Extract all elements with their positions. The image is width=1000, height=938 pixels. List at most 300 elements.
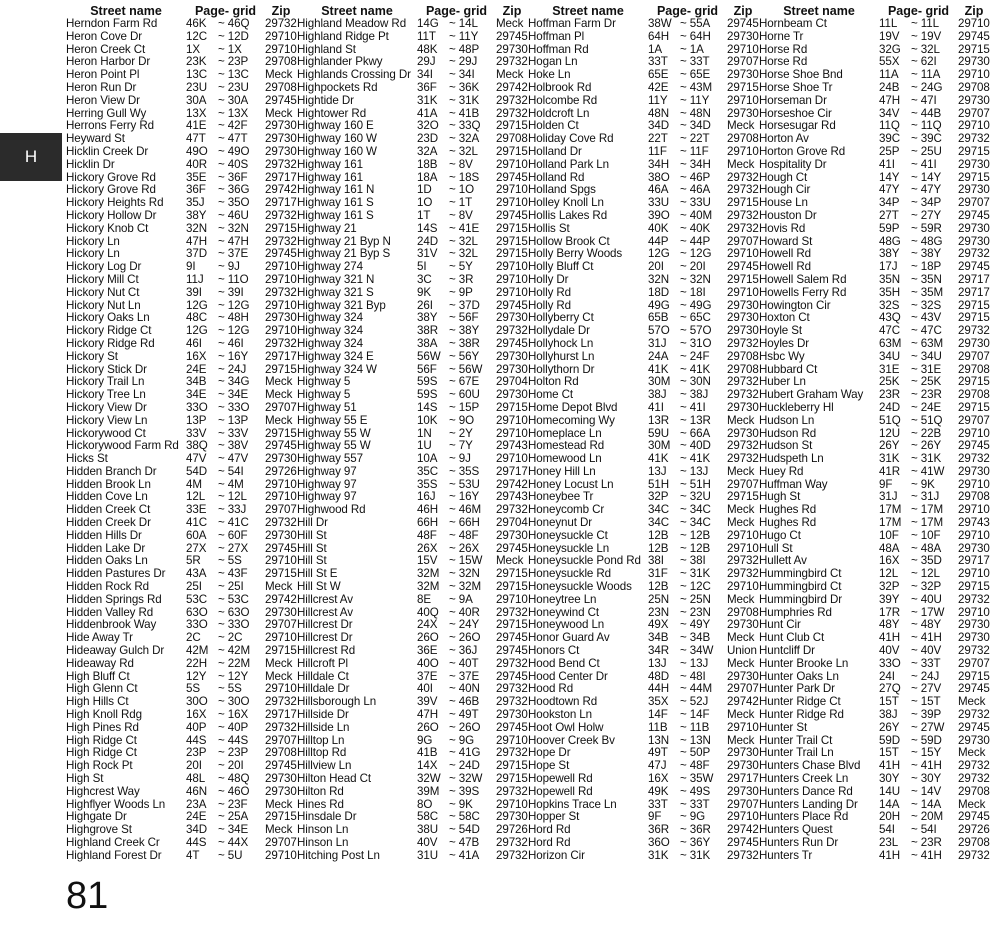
page-grid-start: 46K <box>186 17 207 30</box>
street-name: Hollyhock Ln <box>528 337 594 350</box>
index-entry <box>528 18 759 31</box>
index-entry <box>759 491 990 504</box>
street-name: Huey Rd <box>759 465 804 478</box>
street-name: Hope Dr <box>528 747 571 760</box>
page-grid-start: 38R <box>417 324 438 338</box>
page-grid-start: 16X <box>186 349 207 363</box>
street-name: Hunter Park Dr <box>759 683 835 696</box>
page-grid-end: ~ 34C <box>680 503 711 517</box>
street-name: Highland St <box>297 43 356 56</box>
zip-code: 29745 <box>958 29 990 43</box>
page-grid-start: 30Y <box>879 772 900 786</box>
page-grid-end: ~ 47T <box>218 132 248 146</box>
zip-code: 29710 <box>496 272 528 286</box>
page-grid-end: ~ 35M <box>911 285 944 299</box>
page-grid-start: 33O <box>879 656 901 670</box>
street-name: Hidden Branch Dr <box>66 465 157 478</box>
street-name: Highway 321 N <box>297 273 375 286</box>
street-name: Hill St <box>297 555 327 568</box>
page-grid-start: 55X <box>879 55 900 69</box>
page-grid-start: 48L <box>186 772 206 786</box>
page-grid-start: 1U <box>417 439 432 453</box>
index-entry <box>297 453 528 466</box>
index-entry <box>528 172 759 185</box>
street-name: Holley Knoll Ln <box>528 197 604 210</box>
page-grid-start: 56W <box>417 349 441 363</box>
page-grid-end: ~ 44B <box>911 106 942 120</box>
zip-code: 29730 <box>958 221 990 235</box>
street-name: Homecoming Wy <box>528 414 615 427</box>
zip-code: 29730 <box>958 541 990 555</box>
street-name: Hickory Ln <box>66 235 120 248</box>
street-name: Hough Cir <box>759 184 811 197</box>
zip-code: 29710 <box>958 605 990 619</box>
index-entry <box>297 120 528 133</box>
index-entry <box>759 722 990 735</box>
index-entry <box>528 735 759 748</box>
street-name: Holland Spgs <box>528 184 596 197</box>
page-grid-start: 14X <box>417 759 438 773</box>
page-grid-start: 63M <box>879 336 902 350</box>
index-entry <box>528 671 759 684</box>
page-grid-end: ~ 1T <box>449 196 473 210</box>
index-entry <box>66 44 297 57</box>
page-grid-end: ~ 50P <box>680 746 711 760</box>
page-grid-end: ~ 40P <box>218 720 249 734</box>
page-grid-start: 23A <box>186 797 207 811</box>
page-grid-start: 31K <box>879 452 900 466</box>
index-entry <box>297 632 528 645</box>
index-entry <box>297 530 528 543</box>
page-grid-end: ~ 39S <box>449 784 480 798</box>
page-grid-start: 13C <box>186 68 207 82</box>
page-grid-start: 48C <box>186 311 207 325</box>
page-grid-end: ~ 40U <box>911 592 942 606</box>
zip-code: 29732 <box>496 682 528 696</box>
page-grid-end: ~ 46U <box>218 208 249 222</box>
zip-code: 29732 <box>958 644 990 658</box>
page-grid-start: 41K <box>648 452 669 466</box>
index-entry <box>297 850 528 863</box>
zip-code: 29732 <box>265 336 297 350</box>
page-grid-start: 32O <box>417 119 439 133</box>
page-grid-end: ~ 44M <box>680 682 713 696</box>
page-grid-start: 41H <box>879 759 900 773</box>
street-name: Hudson St <box>759 440 813 453</box>
zip-code: 29715 <box>958 170 990 184</box>
page-grid-start: 31K <box>417 93 438 107</box>
zip-code: 29707 <box>727 682 759 696</box>
page-grid-start: 46H <box>417 503 438 517</box>
index-entry <box>528 709 759 722</box>
index-entry <box>297 466 528 479</box>
page-grid-start: 32P <box>879 580 900 594</box>
street-name: Highway 160 E <box>297 120 374 133</box>
street-name: Highcrest Way <box>66 785 140 798</box>
page-grid-end: ~ 3R <box>449 272 474 286</box>
page-grid-start: 13N <box>648 733 669 747</box>
page-grid-start: 41I <box>879 157 895 171</box>
index-entry <box>759 555 990 568</box>
street-name: Honeysuckle Ln <box>528 542 610 555</box>
street-name: High Ridge Ct <box>66 734 137 747</box>
page-grid-end: ~ 32P <box>911 580 942 594</box>
page-grid-end: ~ 66H <box>449 516 480 530</box>
index-entry <box>66 773 297 786</box>
page-grid-end: ~ 4M <box>218 477 244 491</box>
page-grid-end: ~ 41W <box>911 464 945 478</box>
index-entry <box>759 56 990 69</box>
page-grid-end: ~ 15W <box>449 554 483 568</box>
index-entry <box>66 466 297 479</box>
index-entry <box>759 428 990 441</box>
index-entry <box>759 632 990 645</box>
index-entry <box>759 479 990 492</box>
zip-code: 29730 <box>958 93 990 107</box>
street-name: Hunters Creek Ln <box>759 773 849 786</box>
page-grid-start: 14G <box>417 17 439 30</box>
index-entry <box>297 440 528 453</box>
street-name: Howington Cir <box>759 299 831 312</box>
street-name: Hillside Dr <box>297 709 349 722</box>
zip-code: 29742 <box>265 592 297 606</box>
street-name: Highgate Dr <box>66 811 127 824</box>
street-name: Hideaway Rd <box>66 657 134 670</box>
page-grid-start: 39V <box>417 695 438 709</box>
index-entry <box>759 466 990 479</box>
street-name: Hunters Chase Blvd <box>759 760 861 773</box>
street-name: Hillcroft Pl <box>297 657 348 670</box>
zip-code: 29715 <box>727 272 759 286</box>
page-grid-start: 39M <box>417 784 440 798</box>
zip-code: 29710 <box>727 93 759 107</box>
zip-code: 29708 <box>958 784 990 798</box>
page-grid-start: 11B <box>648 720 668 734</box>
street-name: Hookston Ln <box>528 709 592 722</box>
index-entry <box>528 440 759 453</box>
street-name: Hoffman Pl <box>528 30 585 43</box>
index-entry <box>528 261 759 274</box>
page-grid-end: ~ 17M <box>911 516 944 530</box>
page-grid-start: 34E <box>186 388 207 402</box>
page-grid-start: 40V <box>417 836 438 849</box>
zip-code: 29710 <box>265 298 297 312</box>
page-grid-start: 9K <box>417 285 431 299</box>
index-entry <box>66 850 297 863</box>
page-grid-start: 38Y <box>417 311 438 325</box>
index-entry <box>66 351 297 364</box>
index-entry <box>297 146 528 159</box>
index-entry <box>66 325 297 338</box>
page-grid-end: ~ 25K <box>911 375 942 389</box>
page-grid-start: 39I <box>186 285 202 299</box>
street-name: Highway 55 W <box>297 440 371 453</box>
index-entry <box>297 325 528 338</box>
zip-code: 29708 <box>727 132 759 146</box>
street-name: Hickory Hollow Dr <box>66 209 157 222</box>
zip-code: 29730 <box>496 42 528 56</box>
index-entry <box>66 172 297 185</box>
street-name: Hoover Creek Bv <box>528 734 615 747</box>
page-grid-start: 23U <box>186 80 207 94</box>
zip-code: 29710 <box>496 285 528 299</box>
index-entry <box>759 517 990 530</box>
page-grid-end: ~ 12D <box>218 29 249 43</box>
page-grid-end: ~ 33T <box>680 55 710 69</box>
index-entry <box>528 760 759 773</box>
page-grid-end: ~ 33J <box>218 503 247 517</box>
zip-code: 29730 <box>265 772 297 786</box>
page-grid-end: ~ 37E <box>218 247 249 261</box>
page-grid-start: 36E <box>417 644 438 658</box>
zip-code: 29715 <box>958 311 990 325</box>
page-grid-start: 33E <box>186 503 207 517</box>
page-grid-end: ~ 39P <box>911 708 942 722</box>
page-grid-start: 9G <box>417 733 433 747</box>
index-entry <box>528 56 759 69</box>
page-grid-start: 59S <box>417 388 438 402</box>
street-name: Hoffman Rd <box>528 43 589 56</box>
street-name: Hunter Oaks Ln <box>759 670 839 683</box>
index-entry <box>759 351 990 364</box>
zip-code: 29717 <box>496 464 528 478</box>
page-grid-end: ~ 47H <box>218 234 249 248</box>
street-name: Hoxton Ct <box>759 312 810 325</box>
page-grid-start: 44S <box>186 836 207 849</box>
page-grid-start: 34B <box>648 631 669 645</box>
street-name: Hoyles Dr <box>759 337 809 350</box>
zip-code: 29745 <box>496 298 528 312</box>
index-entry <box>759 82 990 95</box>
street-name: Hines Rd <box>297 798 344 811</box>
index-entry <box>528 824 759 837</box>
page-grid-end: ~ 13C <box>218 68 249 82</box>
page-grid-end: ~ 41I <box>911 157 937 171</box>
street-name: Hidden Valley Rd <box>66 606 154 619</box>
index-entry <box>759 760 990 773</box>
zip-code: 29715 <box>265 426 297 440</box>
index-entry <box>759 683 990 696</box>
page-grid-end: ~ 5U <box>218 848 243 862</box>
zip-code: 29730 <box>958 55 990 69</box>
page-grid-start: 65E <box>648 68 669 82</box>
zip-code: 29710 <box>727 580 759 594</box>
zip-code: 29710 <box>496 797 528 811</box>
street-name: Hicklin Dr <box>66 158 115 171</box>
street-name: Holcombe Rd <box>528 94 598 107</box>
street-name: Humphries Rd <box>759 606 832 619</box>
page-grid-end: ~ 41C <box>218 516 249 530</box>
index-entry <box>759 364 990 377</box>
zip-code: 29745 <box>265 759 297 773</box>
page-grid-start: 44H <box>648 682 669 696</box>
index-entry <box>66 274 297 287</box>
street-name: Hull St <box>759 542 793 555</box>
street-name: High Glenn Ct <box>66 683 138 696</box>
zip-code: Meck <box>727 656 755 670</box>
street-name: Highway 161 S <box>297 197 374 210</box>
street-name: Hide Away Tr <box>66 632 133 645</box>
page-grid-end: ~ 43F <box>218 567 248 581</box>
page-grid-start: 54I <box>879 823 895 837</box>
page-grid-start: 1O <box>417 196 433 210</box>
zip-code: 29708 <box>265 80 297 94</box>
page-grid-start: 22T <box>648 132 668 146</box>
index-entry <box>528 376 759 389</box>
index-entry <box>528 197 759 210</box>
page-grid-start: 41H <box>879 631 900 645</box>
zip-code: 29726 <box>958 823 990 837</box>
zip-code: 29710 <box>958 503 990 517</box>
page-grid-end: ~ 62I <box>911 55 937 69</box>
page-grid-start: 43Q <box>879 311 901 325</box>
page-grid-start: 17M <box>879 503 902 517</box>
street-name: Hickory St <box>66 350 118 363</box>
index-entry <box>297 312 528 325</box>
page-grid-end: ~ 24Y <box>449 618 480 632</box>
street-name: Hughes Rd <box>759 517 817 530</box>
zip-code: 29707 <box>958 656 990 670</box>
street-name: Highway 324 E <box>297 350 374 363</box>
index-entry <box>297 760 528 773</box>
zip-code: 29717 <box>265 196 297 210</box>
page-grid-end: ~ 46Q <box>218 17 250 30</box>
page-grid-start: 57O <box>648 324 670 338</box>
street-name: Hudspeth Ln <box>759 453 824 466</box>
zip-code: 29710 <box>265 554 297 568</box>
page-grid-end: ~ 11F <box>680 144 709 158</box>
index-entry <box>66 530 297 543</box>
street-name: Hillsborough Ln <box>297 696 377 709</box>
page-grid-end: ~ 9G <box>449 733 475 747</box>
page-grid-start: 31K <box>648 848 669 862</box>
index-entry <box>528 82 759 95</box>
page-grid-start: 32M <box>417 567 440 581</box>
index-entry <box>528 632 759 645</box>
zip-code: 29715 <box>496 221 528 235</box>
index-entry <box>759 95 990 108</box>
index-entry <box>528 850 759 863</box>
page-grid-start: 31F <box>648 567 668 581</box>
zip-code: 29742 <box>727 823 759 837</box>
zip-code: 29715 <box>496 618 528 632</box>
zip-code: 29715 <box>958 144 990 158</box>
zip-code: 29717 <box>265 708 297 722</box>
page-grid-start: 30O <box>186 695 208 709</box>
page-grid-end: ~ 49T <box>449 708 479 722</box>
zip-code: 29710 <box>727 247 759 261</box>
page-grid-start: 16X <box>186 708 207 722</box>
index-entry <box>528 453 759 466</box>
zip-code: 29715 <box>265 644 297 658</box>
street-name: Hickory Oaks Ln <box>66 312 150 325</box>
page-grid-end: ~ 59R <box>911 221 942 235</box>
index-entry <box>297 236 528 249</box>
index-entry <box>759 696 990 709</box>
page-grid-end: ~ 37D <box>449 298 480 312</box>
street-name: Hoodtown Rd <box>528 696 598 709</box>
zip-code: 29745 <box>265 93 297 107</box>
index-entry <box>759 440 990 453</box>
index-entry <box>66 31 297 44</box>
index-entry <box>759 747 990 760</box>
street-name: Hopewell Rd <box>528 785 593 798</box>
page-grid-end: ~ 48Y <box>911 618 942 632</box>
header-street-name: Street name <box>552 4 624 18</box>
zip-code: 29732 <box>727 170 759 184</box>
street-name: Heron Run Dr <box>66 81 137 94</box>
street-name: Hunters Dance Rd <box>759 785 853 798</box>
page-grid-end: ~ 26O <box>449 631 481 645</box>
index-entry <box>759 645 990 658</box>
street-name: Hord Rd <box>528 837 571 849</box>
street-name: Howell Salem Rd <box>759 273 847 286</box>
page-grid-end: ~ 42F <box>218 119 248 133</box>
zip-code: 29732 <box>958 848 990 862</box>
street-name: Hightower Rd <box>297 107 367 120</box>
index-entry <box>66 312 297 325</box>
page-grid-end: ~ 54I <box>911 823 937 837</box>
page-grid-start: 12B <box>648 528 669 542</box>
zip-code: 29730 <box>727 298 759 312</box>
page-grid-end: ~ 18P <box>911 260 942 274</box>
index-entry <box>528 517 759 530</box>
street-name: Honor Guard Av <box>528 632 610 645</box>
page-grid-end: ~ 56Y <box>449 349 480 363</box>
index-entry <box>66 619 297 632</box>
page-grid-start: 41E <box>186 119 207 133</box>
index-entry <box>66 517 297 530</box>
street-name: Hillcrest Rd <box>297 645 356 658</box>
index-entry <box>297 722 528 735</box>
page-grid-end: ~ 8V <box>449 157 473 171</box>
page-grid-start: 38U <box>417 823 438 837</box>
page-grid-end: ~ 27W <box>911 720 945 734</box>
street-name: Highway 21 Byp N <box>297 235 391 248</box>
page-grid-start: 27Q <box>879 682 901 696</box>
zip-code: 29715 <box>958 669 990 683</box>
page-grid-start: 63O <box>186 605 208 619</box>
page-grid-end: ~ 54I <box>218 464 244 478</box>
page-grid-start: 34C <box>648 503 669 517</box>
zip-code: 29707 <box>958 106 990 120</box>
zip-code: 29730 <box>727 759 759 773</box>
zip-code: Meck <box>727 708 755 722</box>
index-entry <box>759 619 990 632</box>
street-name: Holbrook Rd <box>528 81 592 94</box>
page-grid-end: ~ 39I <box>218 285 244 299</box>
page-grid-end: ~ 48Q <box>218 772 250 786</box>
page-grid-start: 33O <box>186 618 208 632</box>
index-entry <box>759 415 990 428</box>
page-grid-end: ~ 43M <box>680 80 713 94</box>
page-grid-start: 8O <box>417 797 433 811</box>
zip-code: 29708 <box>958 362 990 376</box>
zip-code: Meck <box>265 68 293 82</box>
zip-code: 29745 <box>265 541 297 555</box>
zip-code: Meck <box>265 388 293 402</box>
page-grid-end: ~ 48P <box>449 42 480 56</box>
zip-code: Meck <box>496 68 524 82</box>
index-entry <box>528 837 759 850</box>
street-name: Heron Cove Dr <box>66 30 143 43</box>
index-entry <box>759 543 990 556</box>
page-grid-start: 23K <box>186 55 207 69</box>
street-name: Horse Shoe Bnd <box>759 69 843 82</box>
zip-code: 29707 <box>265 618 297 632</box>
street-name: Homestead Rd <box>528 440 605 453</box>
page-grid-end: ~ 41G <box>449 746 481 760</box>
